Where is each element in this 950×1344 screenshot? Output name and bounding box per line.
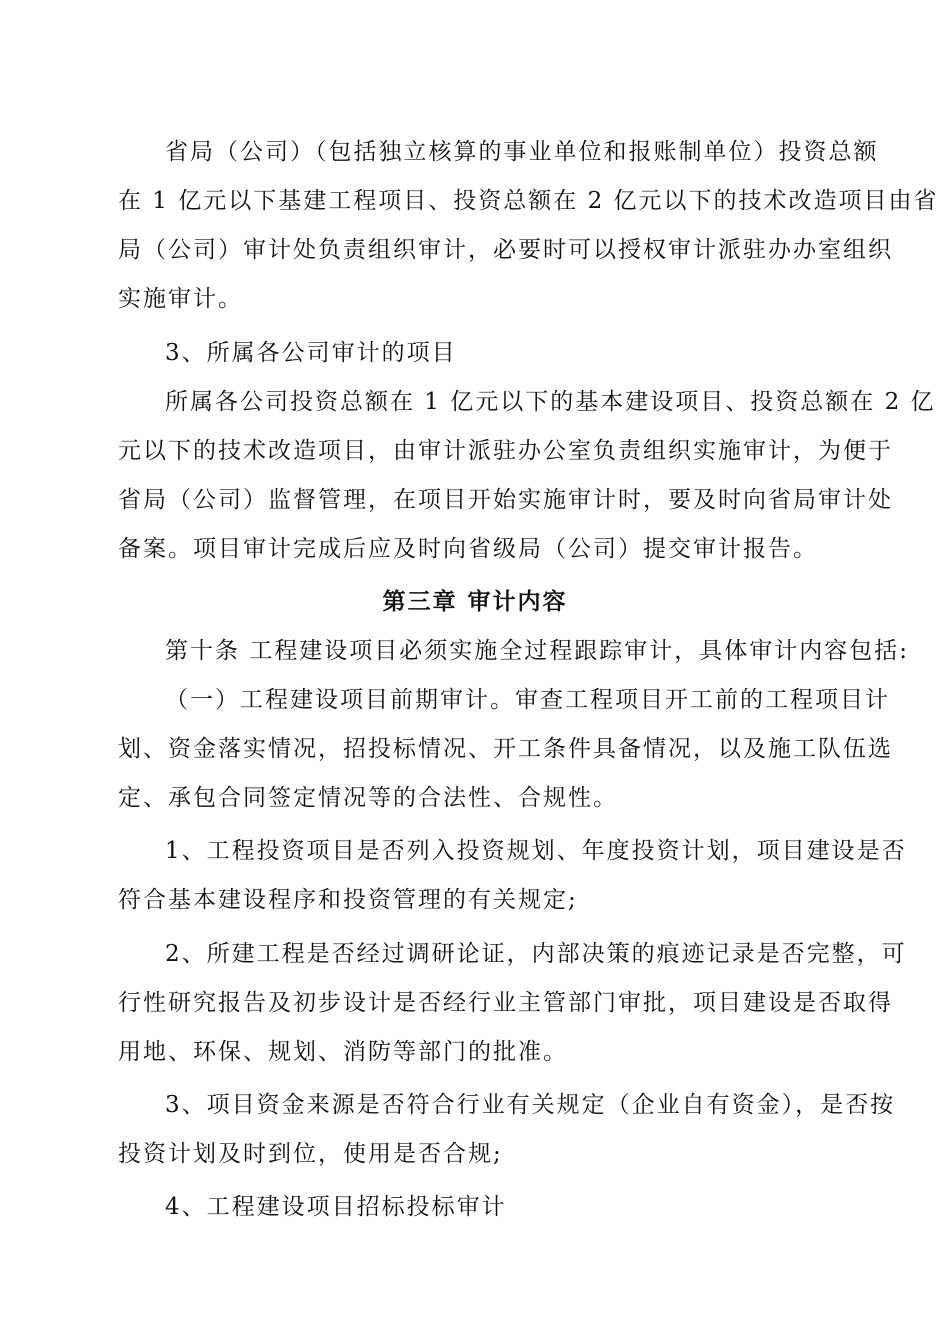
paragraph-line: （一）工程建设项目前期审计。审查工程项目开工前的工程项目计 [165,687,890,713]
paragraph-line: 省局（公司）（包括独立核算的事业单位和报账制单位）投资总额 [165,139,879,165]
chapter-heading: 第三章 审计内容 [382,589,568,615]
paragraph-line: 备案。项目审计完成后应及时向省级局（公司）提交审计报告。 [118,536,818,562]
paragraph-line: 所属各公司投资总额在 1 亿元以下的基本建设项目、投资总额在 2 亿 [165,389,936,415]
paragraph-line: 元以下的技术改造项目，由审计派驻办公室负责组织实施审计，为便于 [118,438,893,464]
section-item-title: 4、工程建设项目招标投标审计 [165,1194,507,1220]
paragraph-line: 3、项目资金来源是否符合行业有关规定（企业自有资金），是否按 [165,1092,896,1118]
paragraph-line: 2、所建工程是否经过调研论证，内部决策的痕迹记录是否完整，可 [165,941,907,967]
paragraph-line: 在 1 亿元以下基建工程项目、投资总额在 2 亿元以下的技术改造项目由省 [118,188,939,214]
paragraph-line: 用地、环保、规划、消防等部门的批准。 [118,1039,568,1065]
paragraph-line: 省局（公司）监督管理，在项目开始实施审计时，要及时向省局审计处 [118,487,893,513]
paragraph-line: 行性研究报告及初步设计是否经行业主管部门审批，项目建设是否取得 [118,990,893,1016]
section-item-title: 3、所属各公司审计的项目 [165,340,457,366]
paragraph-line: 局（公司）审计处负责组织审计，必要时可以授权审计派驻办办室组织 [118,237,893,263]
article-line: 第十条 工程建设项目必须实施全过程跟踪审计，具体审计内容包括: [165,638,910,664]
paragraph-line: 划、资金落实情况，招投标情况、开工条件具备情况，以及施工队伍选 [118,736,893,762]
paragraph-line: 投资计划及时到位，使用是否合规; [118,1141,503,1167]
paragraph-line: 符合基本建设程序和投资管理的有关规定; [118,887,578,913]
paragraph-line: 定、承包合同签定情况等的合法性、合规性。 [118,785,618,811]
paragraph-line: 实施审计。 [118,286,243,312]
paragraph-line: 1、工程投资项目是否列入投资规划、年度投资计划，项目建设是否 [165,838,907,864]
